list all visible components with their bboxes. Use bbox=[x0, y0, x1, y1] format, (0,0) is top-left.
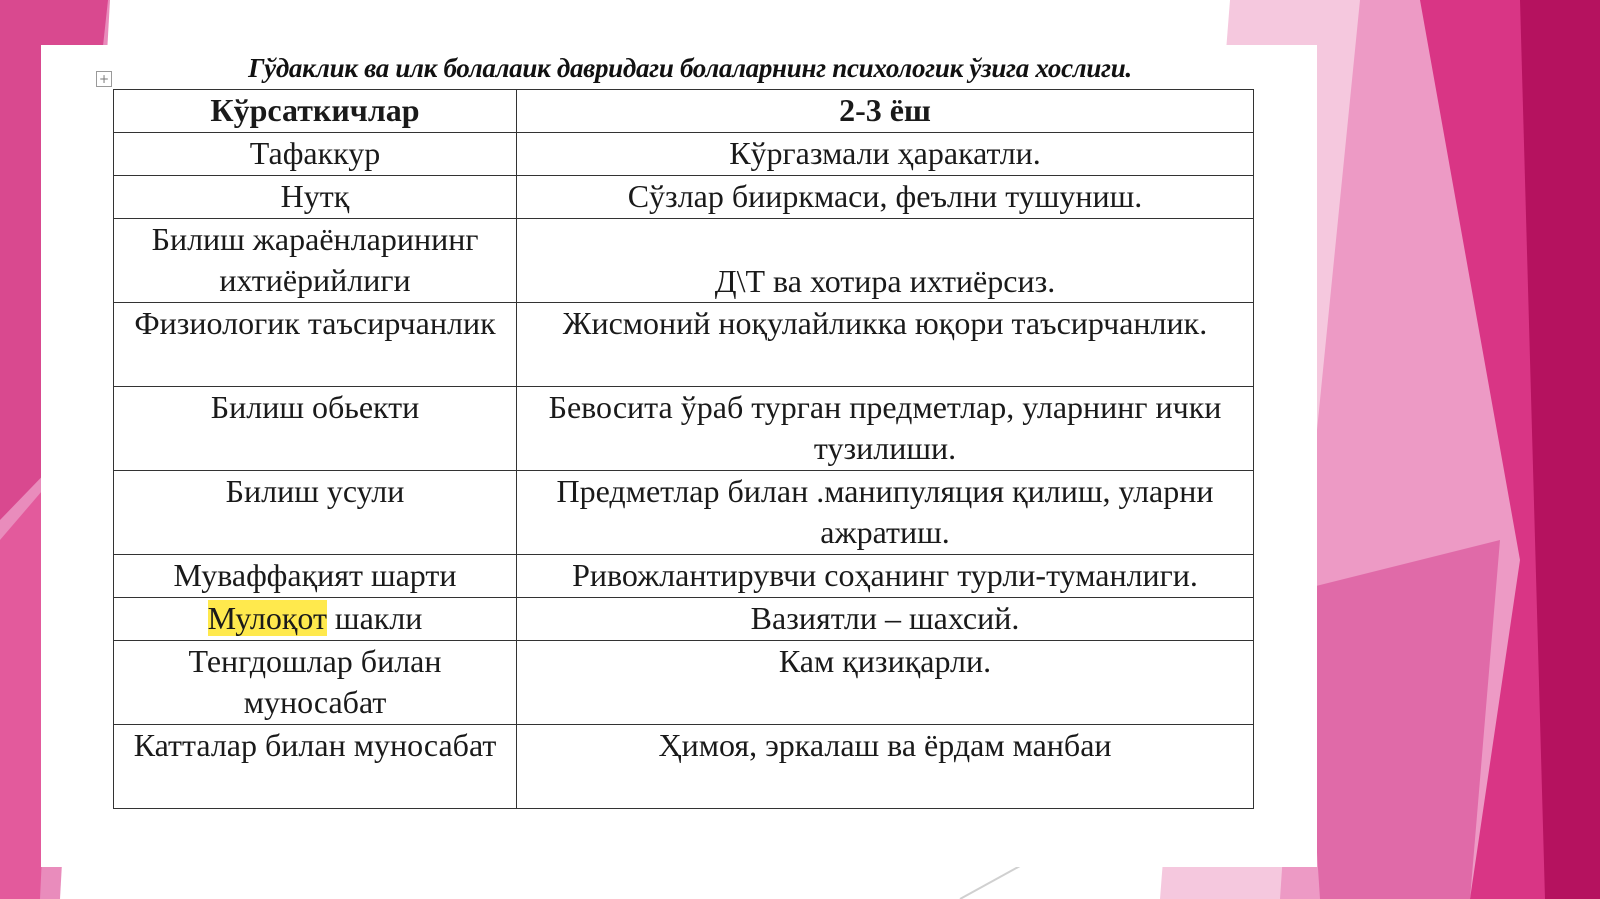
value-cell: Вазиятли – шахсий. bbox=[517, 598, 1254, 641]
value-cell: Предметлар билан .манипуляция қилиш, уларни ажратиш. bbox=[517, 471, 1254, 555]
value-cell: Кўргазмали ҳаракатли. bbox=[517, 133, 1254, 176]
psychology-table bbox=[113, 89, 1254, 809]
indicator-cell: Тенгдошлар билан муносабат bbox=[114, 641, 517, 725]
indicator-cell: Нутқ bbox=[114, 176, 517, 219]
column-header-age: 2-3 ёш bbox=[517, 90, 1254, 133]
value-cell: Ҳимоя, эркалаш ва ёрдам манбаи bbox=[517, 725, 1254, 809]
indicator-cell: Катталар билан муносабат bbox=[114, 725, 517, 809]
indicator-cell: Билиш жараёнларининг ихтиёрийлиги bbox=[114, 219, 517, 303]
table-header-row bbox=[114, 90, 1254, 133]
table-row bbox=[114, 641, 1254, 725]
value-cell: Жисмоний ноқулайликка юқори таъсирчанлик. bbox=[517, 303, 1254, 387]
indicator-cell: Тафаккур bbox=[114, 133, 517, 176]
value-cell: Ривожлантирувчи соҳанинг турли-туманлиги. bbox=[517, 555, 1254, 598]
indicator-cell: Муваффақият шарти bbox=[114, 555, 517, 598]
table-row bbox=[114, 387, 1254, 471]
table-row bbox=[114, 471, 1254, 555]
table-row bbox=[114, 176, 1254, 219]
table-row bbox=[114, 725, 1254, 809]
table-row bbox=[114, 598, 1254, 641]
table-row bbox=[114, 555, 1254, 598]
indicator-cell bbox=[114, 598, 517, 641]
document-title: Гўдаклик ва илк болалаик давридаги болаларнинг психологик ўзига хослиги. bbox=[248, 53, 1132, 83]
column-header-indicators: Кўрсаткичлар bbox=[114, 90, 517, 133]
indicator-cell: Билиш усули bbox=[114, 471, 517, 555]
indicator-cell: Билиш обьекти bbox=[114, 387, 517, 471]
value-cell: Сўзлар бииркмаси, феълни тушуниш. bbox=[517, 176, 1254, 219]
move-handle-icon[interactable]: + bbox=[96, 71, 112, 87]
highlighted-word: Мулоқот bbox=[207, 600, 327, 636]
table-row bbox=[114, 133, 1254, 176]
table-row bbox=[114, 219, 1254, 303]
value-cell: Д\Т ва хотира ихтиёрсиз. bbox=[517, 219, 1254, 303]
value-cell: Бевосита ўраб турган предметлар, уларнинг ички тузилиши. bbox=[517, 387, 1254, 471]
indicator-cell: Физиологик таъсирчанлик bbox=[114, 303, 517, 387]
indicator-text: шакли bbox=[326, 600, 423, 636]
table-row bbox=[114, 303, 1254, 387]
value-cell: Кам қизиқарли. bbox=[517, 641, 1254, 725]
